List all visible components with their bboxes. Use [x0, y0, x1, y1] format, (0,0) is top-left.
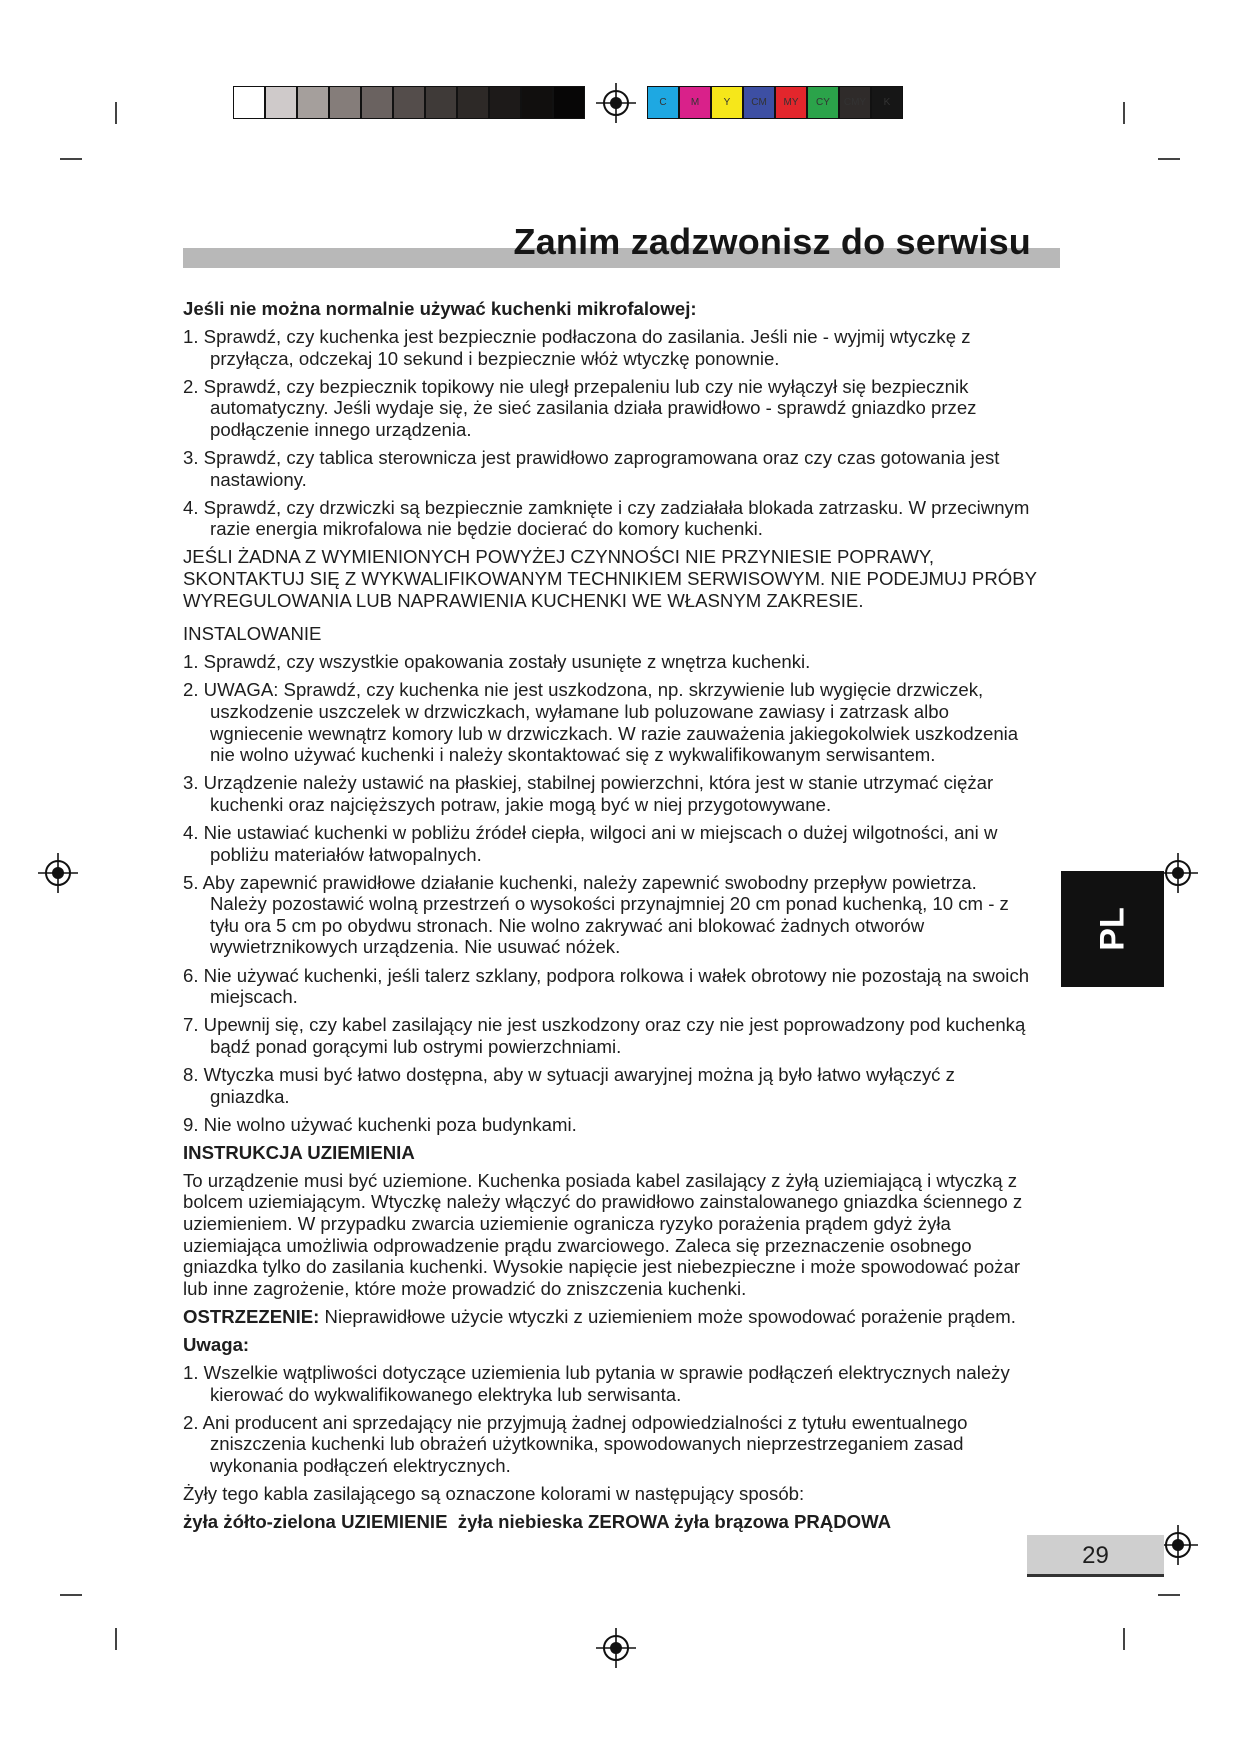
- intro-heading: Jeśli nie można normalnie używać kuchenki mikrofalowej:: [183, 298, 697, 319]
- check-item: 1. Sprawdź, czy kuchenka jest bezpiecznie podłaczona do zasilania. Jeśli nie - wyjmij wtyczkę z przyłącza, odczekaj 10 sekund i bezpiecznie włóż wtyczkę ponownie.: [183, 326, 971, 369]
- gray-swatch: [457, 86, 489, 119]
- install-item: 5. Aby zapewnić prawidłowe działanie kuchenki, należy zapewnić swobodny przepływ powietrza. Należy pozostawić wolną przestrzeń o wysokości przynajmniej 20 cm ponad kuchenką, 10 cm - z tyłu ora 5 cm po obydwu stronach. Nie wolno zakrywać ani blokować żadnych otworów wywietrznikowych urządzenia. Nie usuwać nóżek.: [183, 871, 1009, 958]
- crop-mark: [115, 102, 117, 124]
- gray-swatch: [361, 86, 393, 119]
- note-item: 1. Wszelkie wątpliwości dotyczące uziemienia lub pytania w sprawie podłączeń elektrycznych należy kierować do wykwalifikowanego elektryka lub serwisanta.: [183, 1362, 1010, 1405]
- registration-mark-icon: [596, 1628, 636, 1668]
- cmyk-swatch: CMY: [839, 86, 871, 119]
- install-heading: INSTALOWANIE: [183, 623, 322, 645]
- page-content: [183, 298, 1038, 1539]
- wires-line: żyła żółto-zielona UZIEMIENIE żyła niebieska ZEROWA żyła brązowa PRĄDOWA: [183, 1511, 892, 1533]
- install-item: 6. Nie używać kuchenki, jeśli talerz szklany, podpora rolkowa i wałek obrotowy nie pozostają na swoich miejscach.: [183, 964, 1030, 1008]
- crop-mark: [60, 1594, 82, 1596]
- warning-paragraph: [183, 1306, 1038, 1328]
- gray-swatch: [393, 86, 425, 119]
- check-item: 2. Sprawdź, czy bezpiecznik topikowy nie uległ przepaleniu lub czy nie wyłączył się bezpiecznik automatyczny. Jeśli wydaje się, że sieć zasilania działa prawidłowo - sprawdź gniazdko przez podłączenie innego urządzenia.: [183, 375, 977, 440]
- crop-mark: [60, 158, 82, 160]
- registration-mark-icon: [38, 853, 78, 893]
- check-item: 3. Sprawdź, czy tablica sterownicza jest prawidłowo zaprogramowana oraz czy czas gotowania jest nastawiony.: [183, 447, 1000, 490]
- language-tab: [1061, 871, 1164, 987]
- cmyk-swatch: CY: [807, 86, 839, 119]
- gray-swatch: [233, 86, 265, 119]
- install-item: 4. Nie ustawiać kuchenki w pobliżu źródeł ciepła, wilgoci ani w miejscach o dużej wilgotności, ani w pobliżu materiałów łatwopalnych.: [183, 821, 998, 865]
- cmyk-swatch: C: [647, 86, 679, 119]
- gray-swatch: [297, 86, 329, 119]
- page-number: 29: [1027, 1535, 1164, 1577]
- note-heading: Uwaga:: [183, 1333, 250, 1355]
- crop-mark: [1158, 158, 1180, 160]
- crop-mark: [1158, 1594, 1180, 1596]
- grounding-heading: INSTRUKCJA UZIEMIENIA: [183, 1141, 415, 1163]
- check-item: 4. Sprawdź, czy drzwiczki są bezpiecznie zamknięte i czy zadziałała blokada zatrzasku. W przeciwnym razie energia mikrofalowa nie będzie docierać do komory kuchenki.: [183, 496, 1030, 540]
- cmyk-swatch: CM: [743, 86, 775, 119]
- cmyk-swatch: M: [679, 86, 711, 119]
- install-item: 7. Upewnij się, czy kabel zasilający nie jest uszkodzony oraz czy nie jest poprowadzony pod kuchenką bądź ponad gorącymi lub ostrymi powierzchniami.: [183, 1014, 1026, 1057]
- crop-mark: [115, 1628, 117, 1650]
- caps-warning: JEŚLI ŻADNA Z WYMIENIONYCH POWYŻEJ CZYNNOŚCI NIE PRZYNIESIE POPRAWY, SKONTAKTUJ SIĘ Z WYKWALIFIKOWANYM TECHNIKIEM SERWISOWYM. NIE PODEJMUJ PRÓBY WYREGULOWANIA LUB NAPRAWIENIA KUCHENKI WE WŁASNYM ZAKRESIE.: [183, 546, 1037, 611]
- cmyk-swatch: MY: [775, 86, 807, 119]
- grounding-text: To urządzenie musi być uziemione. Kuchenka posiada kabel zasilający z żyłą uziemiającą i wtyczką z bolcem uziemiającym. Wtyczkę należy włączyć do prawidłowo zainstalowanego gniazdka ściennego z uziemieniem. W przypadku zwarcia uziemienie ogranicza ryzyko porażenia prądem gdyż żyła uziemiająca umożliwia odprowadzenie prądu zwarciowego. Zaleca się przeznaczenie osobnego gniazdka tylko do zasilania kuchenki. Wysokie napięcie jest niebezpieczne i może spowodować pożar lub inne zagrożenie, które może prowadzić do zniszczenia kuchenki.: [183, 1169, 1023, 1299]
- page-title: Zanim zadzwonisz do serwisu: [513, 221, 1031, 262]
- warning-label: OSTRZEZENIE:: [183, 1305, 320, 1327]
- warning-text: Nieprawidłowe użycie wtyczki z uziemieniem może spowodować porażenie prądem.: [319, 1305, 1016, 1327]
- cmyk-color-strip: [647, 86, 903, 119]
- install-item: 1. Sprawdź, czy wszystkie opakowania zostały usunięte z wnętrza kuchenki.: [183, 651, 811, 673]
- gray-color-strip: [233, 86, 585, 119]
- registration-mark-icon: [1158, 1525, 1198, 1565]
- wires-intro: Żyły tego kabla zasilającego są oznaczone kolorami w następujący sposób:: [183, 1483, 805, 1504]
- gray-swatch: [553, 86, 585, 119]
- language-tab-label: PL: [1093, 907, 1131, 951]
- cmyk-swatch: Y: [711, 86, 743, 119]
- install-item: 8. Wtyczka musi być łatwo dostępna, aby w sytuacji awaryjnej można ją było łatwo wyłączyć z gniazdka.: [183, 1063, 955, 1107]
- gray-swatch: [265, 86, 297, 119]
- crop-mark: [1123, 102, 1125, 124]
- note-item: 2. Ani producent ani sprzedający nie przyjmują żadnej odpowiedzialności z tytułu ewentualnego zniszczenia kuchenki lub obrażeń użytkownika, spowodowanych nieprzestrzeganiem zasad wykonania podłączeń elektrycznych.: [183, 1411, 968, 1476]
- install-item: 3. Urządzenie należy ustawić na płaskiej, stabilnej powierzchni, która jest w stanie utrzymać ciężar kuchenki oraz najcięższych potraw, jakie mogą być w niej przygotowywane.: [183, 772, 994, 815]
- cmyk-swatch: K: [871, 86, 903, 119]
- registration-mark-icon: [1158, 853, 1198, 893]
- gray-swatch: [329, 86, 361, 119]
- crop-mark: [1123, 1628, 1125, 1650]
- gray-swatch: [425, 86, 457, 119]
- install-item: 2. UWAGA: Sprawdź, czy kuchenka nie jest uszkodzona, np. skrzywienie lub wygięcie drzwiczek, uszkodzenie uszczelek w drzwiczkach, wyłamane lub poluzowane zawiasy i zatrzask albo wgniecenie wewnątrz komory lub w drzwiczkach. W razie zauważenia jakiegokolwiek uszkodzenia nie wolno używać kuchenki i należy skontaktować się z wykwalifikowanym serwisantem.: [183, 679, 1019, 766]
- gray-swatch: [521, 86, 553, 119]
- gray-swatch: [489, 86, 521, 119]
- registration-mark-icon: [596, 83, 636, 123]
- install-item: 9. Nie wolno używać kuchenki poza budynkami.: [183, 1113, 577, 1135]
